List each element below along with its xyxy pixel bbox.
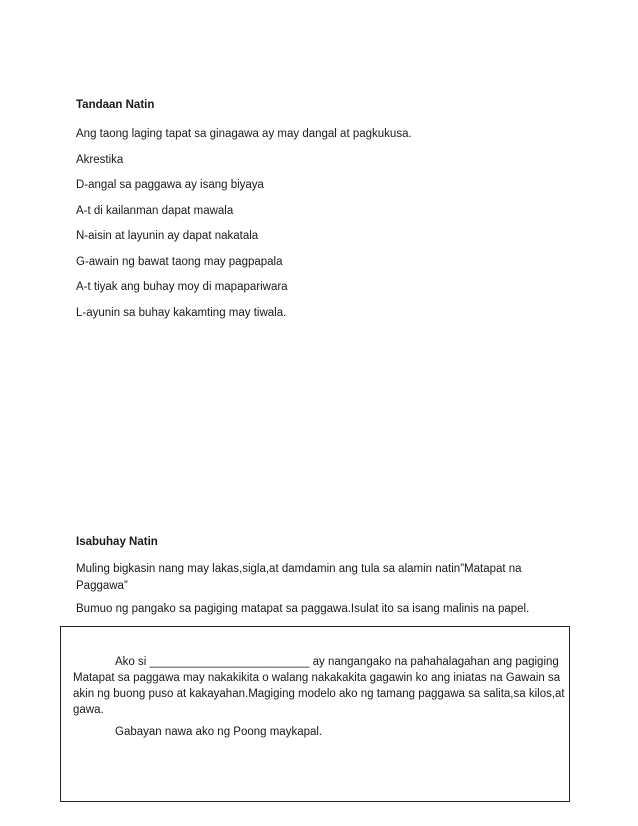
pledge-box bbox=[60, 626, 570, 802]
statement-line: Ang taong laging tapat sa ginagawa ay may dangal at pagkukusa. bbox=[76, 128, 412, 140]
instruction-paragraph-2: Bumuo ng pangako sa pagiging matapat sa paggawa.Isulat ito sa isang malinis na papel. bbox=[76, 603, 530, 615]
acrostic-line-l: L-ayunin sa buhay kakamting may tiwala. bbox=[76, 307, 287, 319]
pledge-paragraph bbox=[73, 654, 567, 718]
acrostic-line-a: A-t di kailanman dapat mawala bbox=[76, 205, 234, 217]
acrostic-line-g: G-awain ng bawat taong may pagpapala bbox=[76, 256, 283, 268]
pledge-closing-text: Gabayan nawa ako ng Poong maykapal. bbox=[115, 726, 323, 738]
acrostic-line-a2: A-t tiyak ang buhay moy di mapapariwara bbox=[76, 281, 288, 293]
pledge-closing bbox=[73, 724, 567, 740]
section-heading-tandaan-natin: Tandaan Natin bbox=[76, 99, 155, 111]
acrostic-title: Akrestika bbox=[76, 154, 124, 166]
acrostic-line-n: N-aisin at layunin ay dapat nakatala bbox=[76, 230, 259, 242]
pledge-text: Ako si _________________________ ay nangangako na pahahalagahan ang pagiging Matapat sa paggawa may nakakikita o walang nakakakita gagawin ko ang iniatas na Gawain sa akin ng buong puso at kakayahan.Magiging modelo ako ng tamang paggawa sa salita,sa kilos,at gawa. bbox=[73, 656, 565, 716]
acrostic-line-d: D-angal sa paggawa ay isang biyaya bbox=[76, 179, 264, 191]
section-heading-isabuhay-natin: Isabuhay Natin bbox=[76, 536, 158, 548]
instruction-paragraph-1: Muling bigkasin nang may lakas,sigla,at damdamin ang tula sa alamin natin”Matapat na Paggawa” bbox=[76, 563, 522, 592]
